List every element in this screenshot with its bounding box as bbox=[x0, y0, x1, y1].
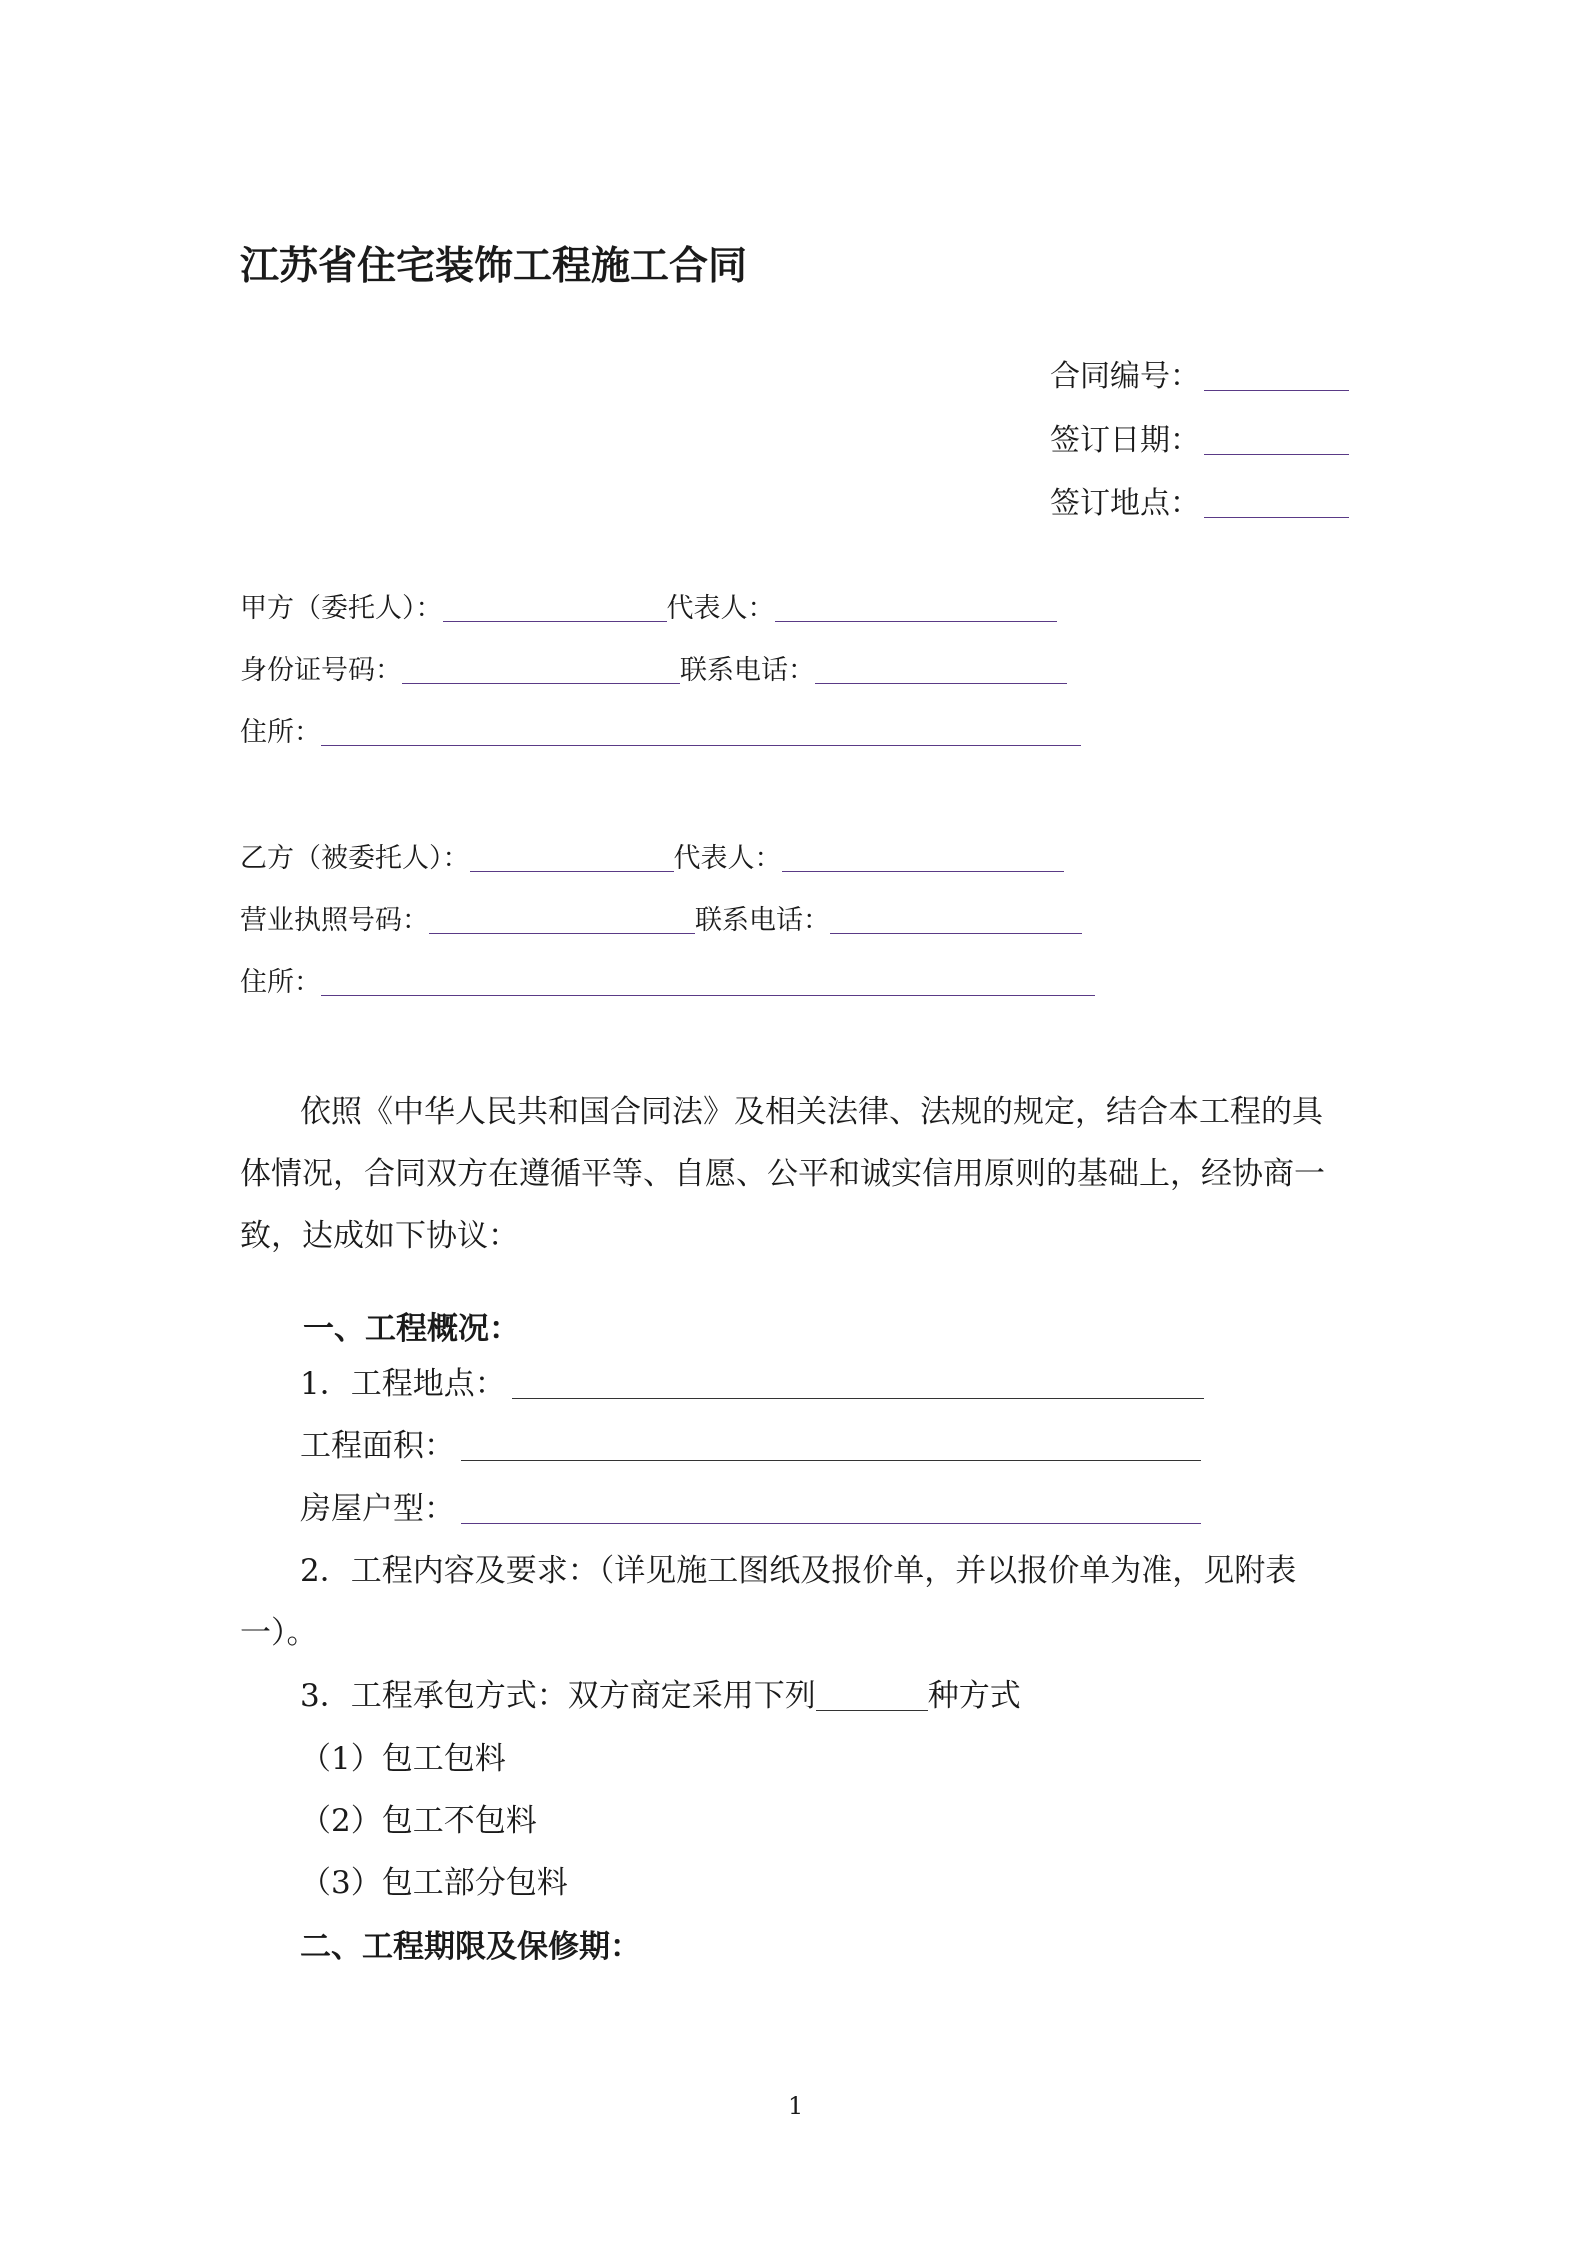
party-a-name-field[interactable] bbox=[443, 621, 667, 622]
intro-line-1: 依照《中华人民共和国合同法》及相关法律、法规的规定，结合本工程的具 bbox=[300, 1094, 1323, 1130]
page-number: 1 bbox=[788, 2092, 804, 2120]
area-row bbox=[300, 1425, 1201, 1467]
method-option-1: （1）包工包料 bbox=[300, 1741, 506, 1777]
area-label: 工程面积： bbox=[300, 1428, 455, 1464]
party-a-phone-field[interactable] bbox=[815, 683, 1067, 684]
party-a-address-row bbox=[240, 714, 1081, 752]
sign-date-row bbox=[1050, 421, 1349, 461]
area-field[interactable] bbox=[461, 1460, 1201, 1461]
section-1-heading: 一、工程概况： bbox=[303, 1311, 520, 1347]
party-a-rep-label: 代表人： bbox=[666, 593, 775, 624]
party-b-name-row bbox=[240, 840, 1064, 878]
method-prefix: 3．工程承包方式：双方商定采用下列 bbox=[300, 1678, 816, 1714]
layout-row bbox=[300, 1488, 1201, 1530]
party-b-name-field[interactable] bbox=[470, 871, 674, 872]
party-b-name-label: 乙方（被委托人）： bbox=[240, 843, 470, 874]
sign-place-label: 签订地点： bbox=[1050, 486, 1200, 521]
party-b-license-row bbox=[240, 902, 1082, 940]
party-b-rep-label: 代表人： bbox=[673, 843, 782, 874]
party-b-phone-field[interactable] bbox=[830, 933, 1082, 934]
party-a-name-row bbox=[240, 590, 1057, 628]
sign-place-field[interactable] bbox=[1204, 517, 1349, 518]
document-title: 江苏省住宅装饰工程施工合同 bbox=[240, 244, 748, 289]
party-a-phone-label: 联系电话： bbox=[680, 655, 815, 686]
contract-no-field[interactable] bbox=[1204, 390, 1349, 391]
sign-date-label: 签订日期： bbox=[1050, 423, 1200, 458]
party-b-license-label: 营业执照号码： bbox=[240, 905, 429, 936]
sign-date-field[interactable] bbox=[1204, 454, 1349, 455]
method-row bbox=[300, 1675, 1021, 1717]
party-b-address-field[interactable] bbox=[321, 995, 1095, 996]
party-b-rep-field[interactable] bbox=[782, 871, 1064, 872]
party-a-id-row bbox=[240, 652, 1067, 690]
method-field[interactable] bbox=[816, 1710, 928, 1711]
party-b-license-field[interactable] bbox=[429, 933, 695, 934]
method-option-2: （2）包工不包料 bbox=[300, 1803, 537, 1839]
method-option-3: （3）包工部分包料 bbox=[300, 1865, 568, 1901]
layout-field[interactable] bbox=[461, 1523, 1201, 1524]
content-line-2: 一）。 bbox=[240, 1615, 318, 1651]
section-2-heading: 二、工程期限及保修期： bbox=[300, 1929, 641, 1965]
party-a-id-label: 身份证号码： bbox=[240, 655, 402, 686]
contract-no-row bbox=[1050, 357, 1349, 397]
party-b-address-row bbox=[240, 964, 1095, 1002]
party-a-name-label: 甲方（委托人）： bbox=[240, 593, 443, 624]
contract-no-label: 合同编号： bbox=[1050, 359, 1200, 394]
intro-line-3: 致，达成如下协议： bbox=[240, 1218, 519, 1254]
party-a-id-field[interactable] bbox=[402, 683, 680, 684]
intro-line-2: 体情况，合同双方在遵循平等、自愿、公平和诚实信用原则的基础上，经协商一 bbox=[240, 1156, 1325, 1192]
content-line-1: 2．工程内容及要求：（详见施工图纸及报价单，并以报价单为准，见附表 bbox=[300, 1553, 1297, 1589]
layout-label: 房屋户型： bbox=[300, 1491, 455, 1527]
method-suffix: 种方式 bbox=[927, 1678, 1021, 1714]
party-a-rep-field[interactable] bbox=[775, 621, 1057, 622]
party-b-phone-label: 联系电话： bbox=[695, 905, 830, 936]
party-a-address-field[interactable] bbox=[321, 745, 1081, 746]
location-label: 1．工程地点： bbox=[300, 1366, 506, 1402]
sign-place-row bbox=[1050, 484, 1349, 524]
party-b-address-label: 住所： bbox=[240, 967, 321, 998]
party-a-address-label: 住所： bbox=[240, 717, 321, 748]
location-row bbox=[300, 1363, 1204, 1405]
location-field[interactable] bbox=[512, 1398, 1204, 1399]
